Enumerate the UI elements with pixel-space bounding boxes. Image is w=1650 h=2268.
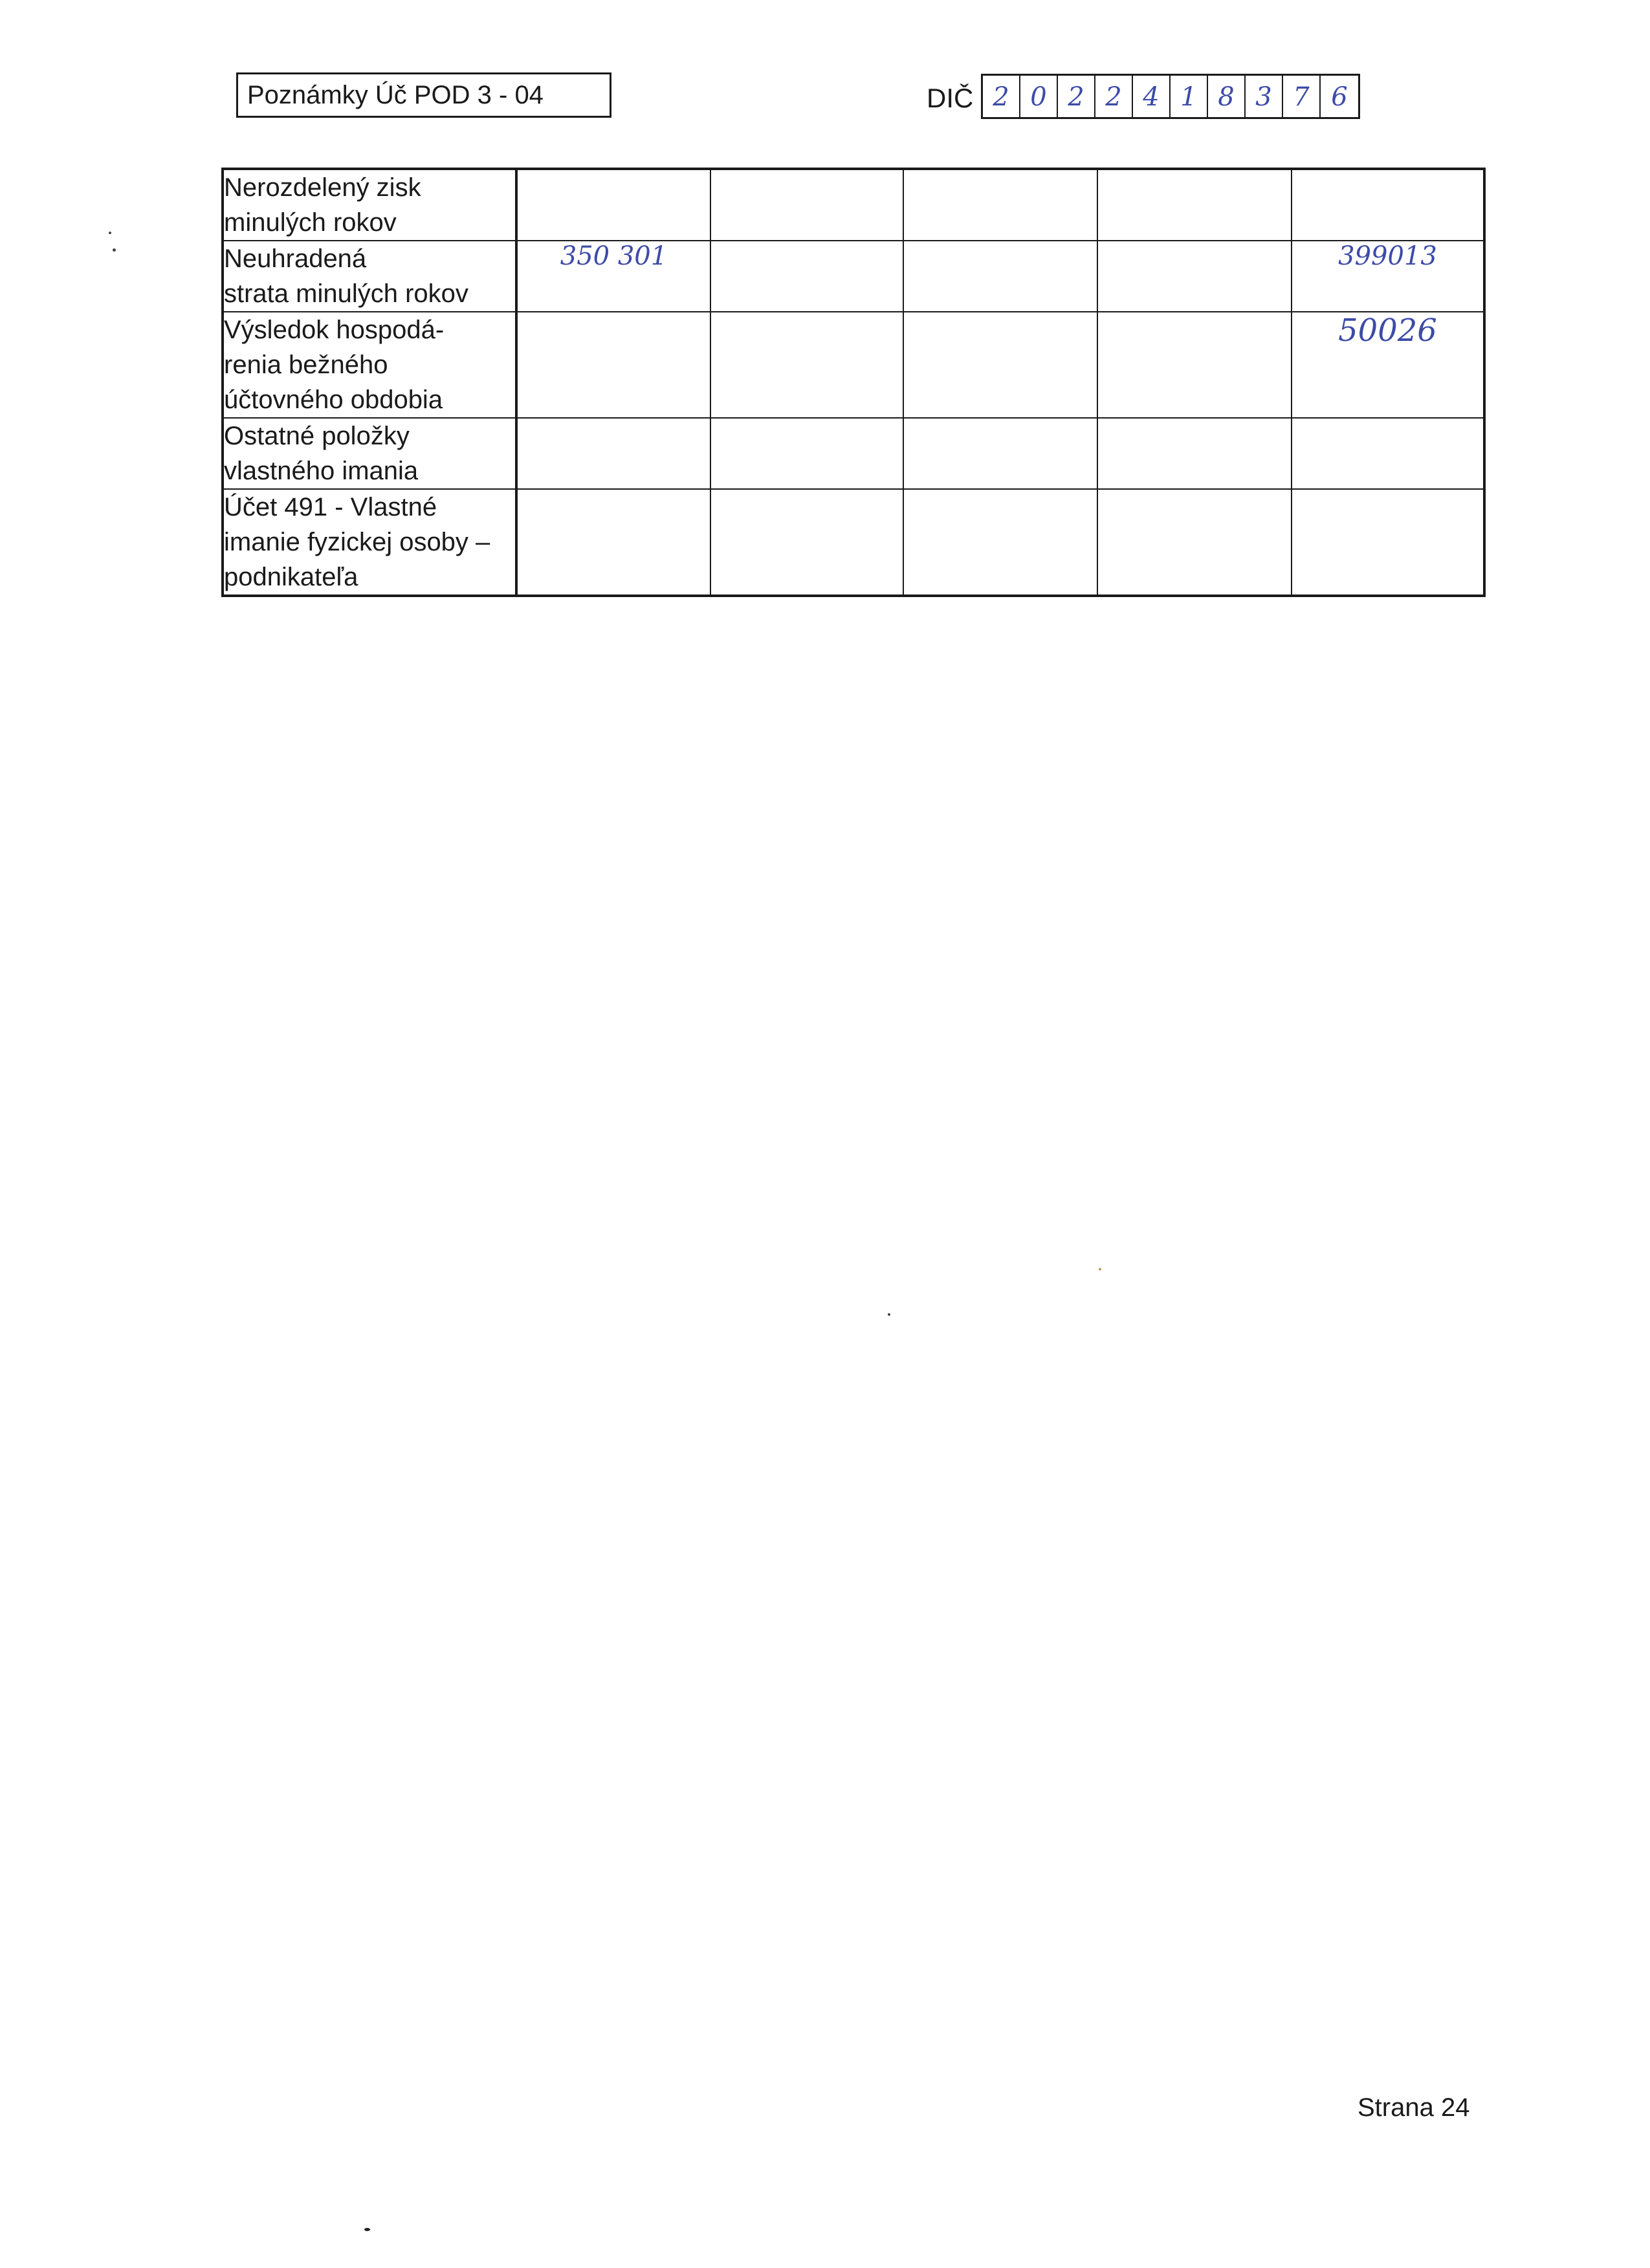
row-label: Nerozdelený zisk minulých rokov	[223, 169, 516, 241]
value-cell	[516, 169, 710, 241]
value-cell	[1292, 169, 1484, 241]
form-label: Poznámky Úč POD 3 - 04	[247, 81, 544, 109]
scan-speck	[113, 248, 116, 252]
dic-digit: 2	[1095, 76, 1133, 117]
handwritten-value: 399013	[1292, 241, 1484, 312]
value-cell	[903, 489, 1097, 596]
value-cell	[1097, 489, 1292, 596]
table-row	[223, 169, 1484, 241]
dic-digit: 3	[1246, 76, 1283, 117]
scan-speck	[109, 232, 111, 234]
value-cell	[903, 418, 1097, 489]
value-cell	[710, 312, 903, 418]
equity-table	[221, 168, 1486, 597]
value-cell	[1097, 169, 1292, 241]
handwritten-value: 50026	[1292, 312, 1484, 418]
dic-digit: 1	[1171, 76, 1208, 117]
dic-digit: 0	[1020, 76, 1058, 117]
table-row	[223, 241, 1484, 312]
form-label-box	[236, 72, 611, 118]
dic-digit: 2	[1058, 76, 1095, 117]
dic-digit-boxes	[981, 74, 1360, 119]
value-cell	[1097, 418, 1292, 489]
value-cell	[1097, 312, 1292, 418]
dic-label: DIČ	[927, 83, 974, 113]
row-label: Výsledok hospodá- renia bežného účtovného obdobia	[223, 312, 516, 418]
value-cell	[710, 169, 903, 241]
value-cell	[903, 241, 1097, 312]
page-number: Strana 24	[1358, 2093, 1470, 2122]
value-cell	[516, 312, 710, 418]
value-cell	[710, 418, 903, 489]
table-row	[223, 418, 1484, 489]
dic-digit: 6	[1331, 82, 1348, 112]
dic-digit: 2	[983, 76, 1020, 117]
table-row	[223, 489, 1484, 596]
value-cell	[1292, 489, 1484, 596]
dic-digit: 4	[1133, 76, 1171, 117]
dic-digit: 8	[1208, 76, 1246, 117]
value-cell	[903, 169, 1097, 241]
row-label: Účet 491 - Vlastné imanie fyzickej osoby – podnikateľa	[223, 489, 516, 596]
scan-speck	[1099, 1268, 1101, 1270]
value-cell	[1097, 241, 1292, 312]
value-cell	[1292, 418, 1484, 489]
value-cell	[710, 489, 903, 596]
row-label: Neuhradená strata minulých rokov	[223, 241, 516, 312]
value-cell	[903, 312, 1097, 418]
dic-digit: 7	[1283, 76, 1321, 117]
value-cell	[516, 418, 710, 489]
row-label: Ostatné položky vlastného imania	[223, 418, 516, 489]
scan-speck	[364, 2228, 370, 2231]
table-row	[223, 312, 1484, 418]
handwritten-value: 350 301	[516, 241, 710, 312]
value-cell	[516, 489, 710, 596]
scan-speck	[888, 1313, 890, 1316]
value-cell	[710, 241, 903, 312]
